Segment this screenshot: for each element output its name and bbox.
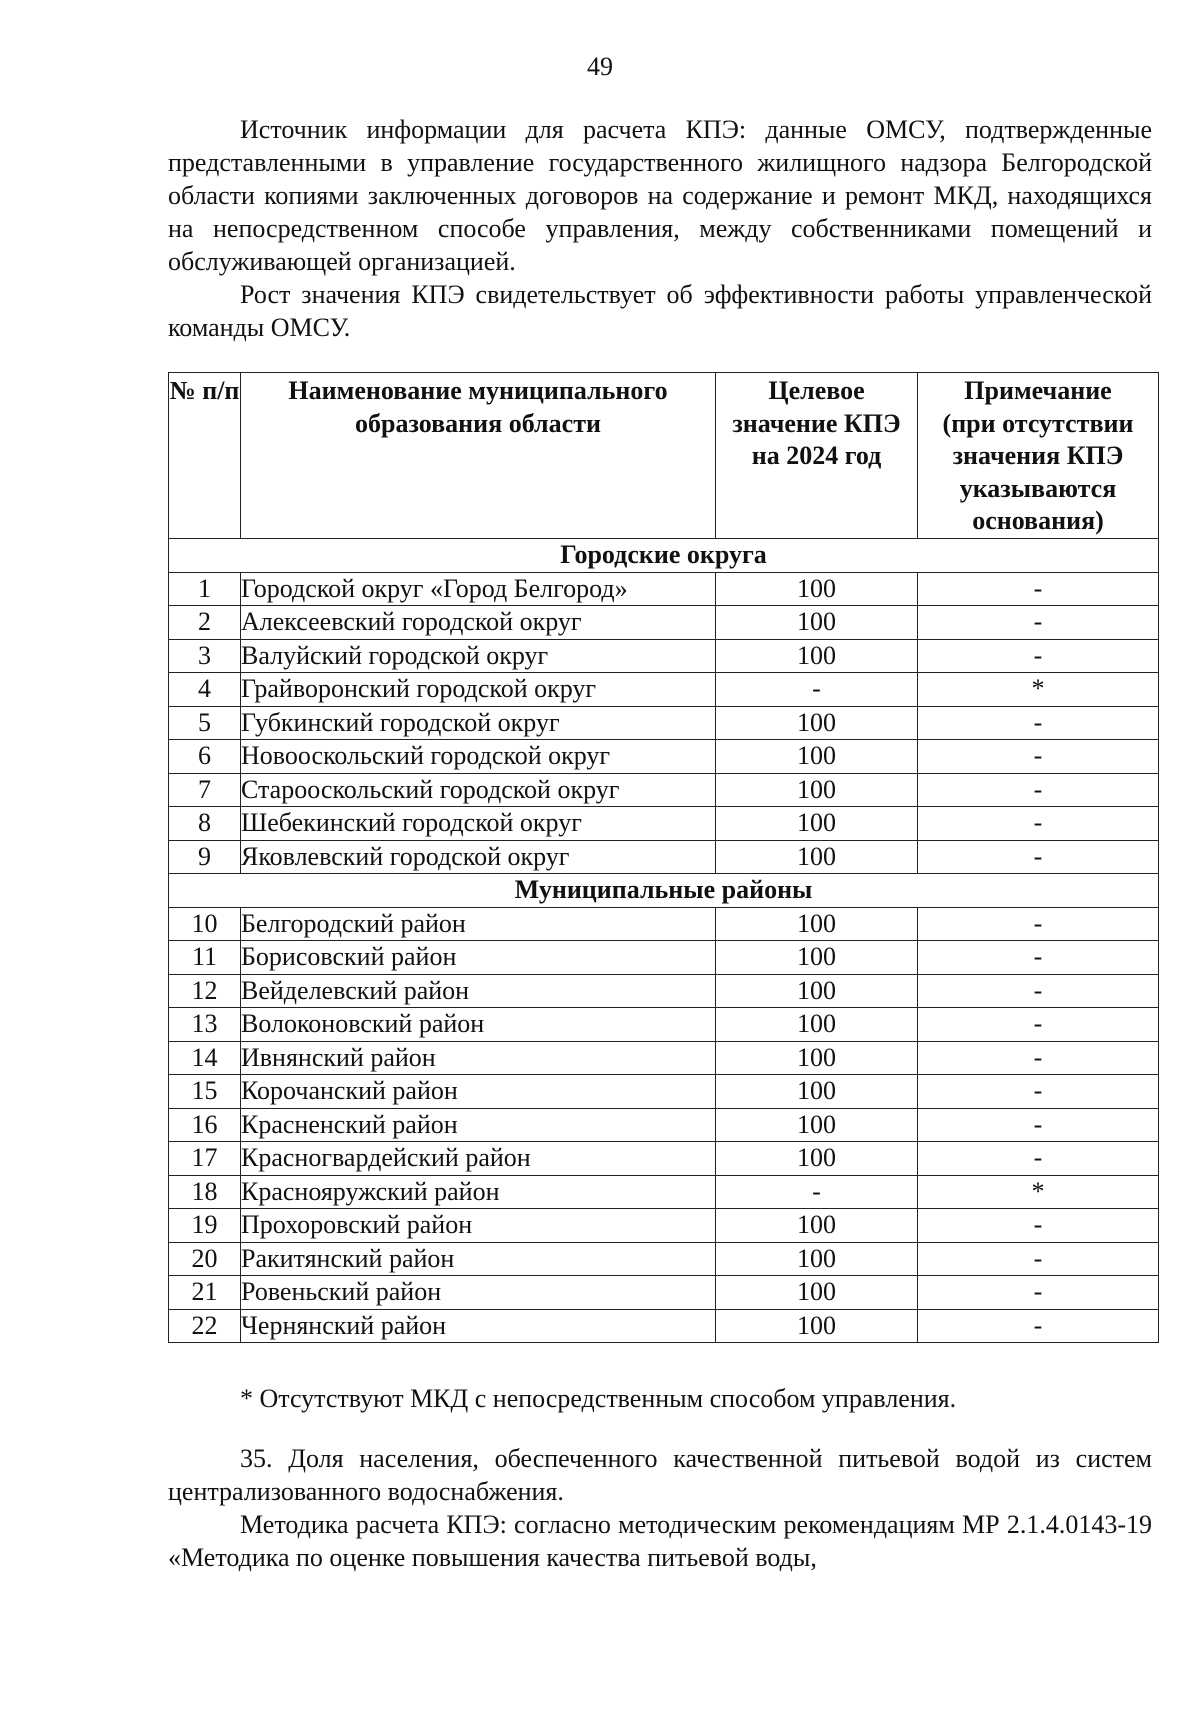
row-name: Новооскольский городской округ <box>241 740 716 774</box>
row-note: - <box>918 706 1159 740</box>
header-note-sub: (при отсутствии значения КПЭ указываются основания) <box>942 408 1134 535</box>
row-name: Волоконовский район <box>241 1008 716 1042</box>
row-name: Белгородский район <box>241 907 716 941</box>
row-num: 19 <box>169 1209 241 1243</box>
section-row <box>169 874 1159 908</box>
row-name: Красненский район <box>241 1108 716 1142</box>
row-note: - <box>918 807 1159 841</box>
row-num: 12 <box>169 974 241 1008</box>
item-35-paragraph <box>168 1442 1152 1508</box>
row-name: Ивнянский район <box>241 1041 716 1075</box>
row-num: 5 <box>169 706 241 740</box>
page-number: 49 <box>587 52 613 81</box>
table-row <box>169 773 1159 807</box>
row-value: 100 <box>716 1309 918 1343</box>
row-num: 7 <box>169 773 241 807</box>
table-row <box>169 974 1159 1008</box>
row-num: 10 <box>169 907 241 941</box>
header-note-title: Примечание <box>964 376 1112 405</box>
kpi-table <box>168 372 1159 1343</box>
row-name: Алексеевский городской округ <box>241 606 716 640</box>
row-note: - <box>918 1209 1159 1243</box>
row-note: - <box>918 572 1159 606</box>
row-value: 100 <box>716 1242 918 1276</box>
row-num: 4 <box>169 673 241 707</box>
row-name: Городской округ «Город Белгород» <box>241 572 716 606</box>
row-name: Красногвардейский район <box>241 1142 716 1176</box>
row-note: - <box>918 1242 1159 1276</box>
header-note <box>918 373 1159 539</box>
row-note: - <box>918 840 1159 874</box>
row-name: Ракитянский район <box>241 1242 716 1276</box>
source-paragraph <box>168 113 1152 278</box>
row-value: 100 <box>716 740 918 774</box>
row-value: 100 <box>716 639 918 673</box>
row-name: Старооскольский городской округ <box>241 773 716 807</box>
growth-paragraph <box>168 278 1152 344</box>
header-target: Целевое значение КПЭ на 2024 год <box>716 373 918 539</box>
row-note: - <box>918 1276 1159 1310</box>
table-row <box>169 807 1159 841</box>
row-value: 100 <box>716 773 918 807</box>
row-name: Губкинский городской округ <box>241 706 716 740</box>
method-paragraph-text: Методика расчета КПЭ: согласно методическим рекомендациям МР 2.1.4.0143-19 «Методика по оценке повышения качества питьевой воды, <box>168 1510 1152 1572</box>
table-row <box>169 1209 1159 1243</box>
row-value: 100 <box>716 572 918 606</box>
method-paragraph <box>168 1508 1152 1574</box>
table-body-district <box>169 874 1159 1343</box>
table-row <box>169 1075 1159 1109</box>
table-row <box>169 1008 1159 1042</box>
row-num: 20 <box>169 1242 241 1276</box>
table-row <box>169 840 1159 874</box>
footnote: * Отсутствуют МКД с непосредственным способом управления. <box>240 1384 957 1413</box>
row-num: 1 <box>169 572 241 606</box>
row-value: 100 <box>716 1142 918 1176</box>
row-note: - <box>918 1008 1159 1042</box>
table-row <box>169 1142 1159 1176</box>
row-value: 100 <box>716 1209 918 1243</box>
table-row <box>169 639 1159 673</box>
row-num: 15 <box>169 1075 241 1109</box>
row-value: 100 <box>716 1041 918 1075</box>
row-num: 2 <box>169 606 241 640</box>
row-name: Прохоровский район <box>241 1209 716 1243</box>
row-num: 9 <box>169 840 241 874</box>
row-note: - <box>918 740 1159 774</box>
row-num: 3 <box>169 639 241 673</box>
row-value: 100 <box>716 807 918 841</box>
table-row <box>169 1041 1159 1075</box>
table-row <box>169 1309 1159 1343</box>
row-value: 100 <box>716 840 918 874</box>
table-header-row <box>169 373 1159 539</box>
row-num: 13 <box>169 1008 241 1042</box>
section-row <box>169 539 1159 573</box>
row-value: - <box>716 1175 918 1209</box>
row-note: - <box>918 941 1159 975</box>
table-row <box>169 606 1159 640</box>
row-value: 100 <box>716 1276 918 1310</box>
row-value: 100 <box>716 974 918 1008</box>
row-value: 100 <box>716 941 918 975</box>
row-name: Яковлевский городской округ <box>241 840 716 874</box>
row-num: 8 <box>169 807 241 841</box>
row-name: Шебекинский городской округ <box>241 807 716 841</box>
section-title-district: Муниципальные районы <box>169 874 1159 908</box>
row-num: 11 <box>169 941 241 975</box>
table-row <box>169 1175 1159 1209</box>
table-row <box>169 1108 1159 1142</box>
row-num: 21 <box>169 1276 241 1310</box>
row-note: - <box>918 974 1159 1008</box>
row-num: 14 <box>169 1041 241 1075</box>
row-value: - <box>716 673 918 707</box>
row-num: 17 <box>169 1142 241 1176</box>
row-name: Чернянский район <box>241 1309 716 1343</box>
row-note: - <box>918 1041 1159 1075</box>
table-row <box>169 740 1159 774</box>
row-name: Краснояружский район <box>241 1175 716 1209</box>
row-note: * <box>918 673 1159 707</box>
row-value: 100 <box>716 606 918 640</box>
row-note: - <box>918 907 1159 941</box>
table-row <box>169 1276 1159 1310</box>
header-name: Наименование муниципального образования области <box>241 373 716 539</box>
section-title-city: Городские округа <box>169 539 1159 573</box>
row-note: - <box>918 639 1159 673</box>
table-row <box>169 572 1159 606</box>
row-note: - <box>918 1108 1159 1142</box>
row-value: 100 <box>716 1075 918 1109</box>
row-value: 100 <box>716 1008 918 1042</box>
row-note: - <box>918 606 1159 640</box>
row-num: 6 <box>169 740 241 774</box>
table-body-city <box>169 539 1159 874</box>
row-note: - <box>918 1309 1159 1343</box>
row-num: 18 <box>169 1175 241 1209</box>
table-row <box>169 1242 1159 1276</box>
row-name: Борисовский район <box>241 941 716 975</box>
source-paragraph-text: Источник информации для расчета КПЭ: данные ОМСУ, подтвержденные представленными в управление государственного жилищного надзора Белгородской области копиями заключенных договоров на содержание и ремонт МКД, находящихся на непосредственном способе управления, между собственниками помещений и обслуживающей организацией. <box>168 115 1152 276</box>
growth-paragraph-text: Рост значения КПЭ свидетельствует об эффективности работы управленческой команды ОМСУ. <box>168 280 1152 342</box>
item-35-text: 35. Доля населения, обеспеченного качественной питьевой водой из систем централизованного водоснабжения. <box>168 1444 1152 1506</box>
row-value: 100 <box>716 1108 918 1142</box>
row-name: Ровеньский район <box>241 1276 716 1310</box>
row-num: 22 <box>169 1309 241 1343</box>
table-row <box>169 673 1159 707</box>
row-note: - <box>918 1142 1159 1176</box>
row-name: Валуйский городской округ <box>241 639 716 673</box>
table-row <box>169 706 1159 740</box>
row-num: 16 <box>169 1108 241 1142</box>
row-note: - <box>918 1075 1159 1109</box>
row-note: - <box>918 773 1159 807</box>
row-name: Вейделевский район <box>241 974 716 1008</box>
row-note: * <box>918 1175 1159 1209</box>
table-row <box>169 907 1159 941</box>
table-row <box>169 941 1159 975</box>
row-value: 100 <box>716 706 918 740</box>
header-num: № п/п <box>169 373 241 539</box>
row-value: 100 <box>716 907 918 941</box>
row-name: Грайворонский городской округ <box>241 673 716 707</box>
row-name: Корочанский район <box>241 1075 716 1109</box>
